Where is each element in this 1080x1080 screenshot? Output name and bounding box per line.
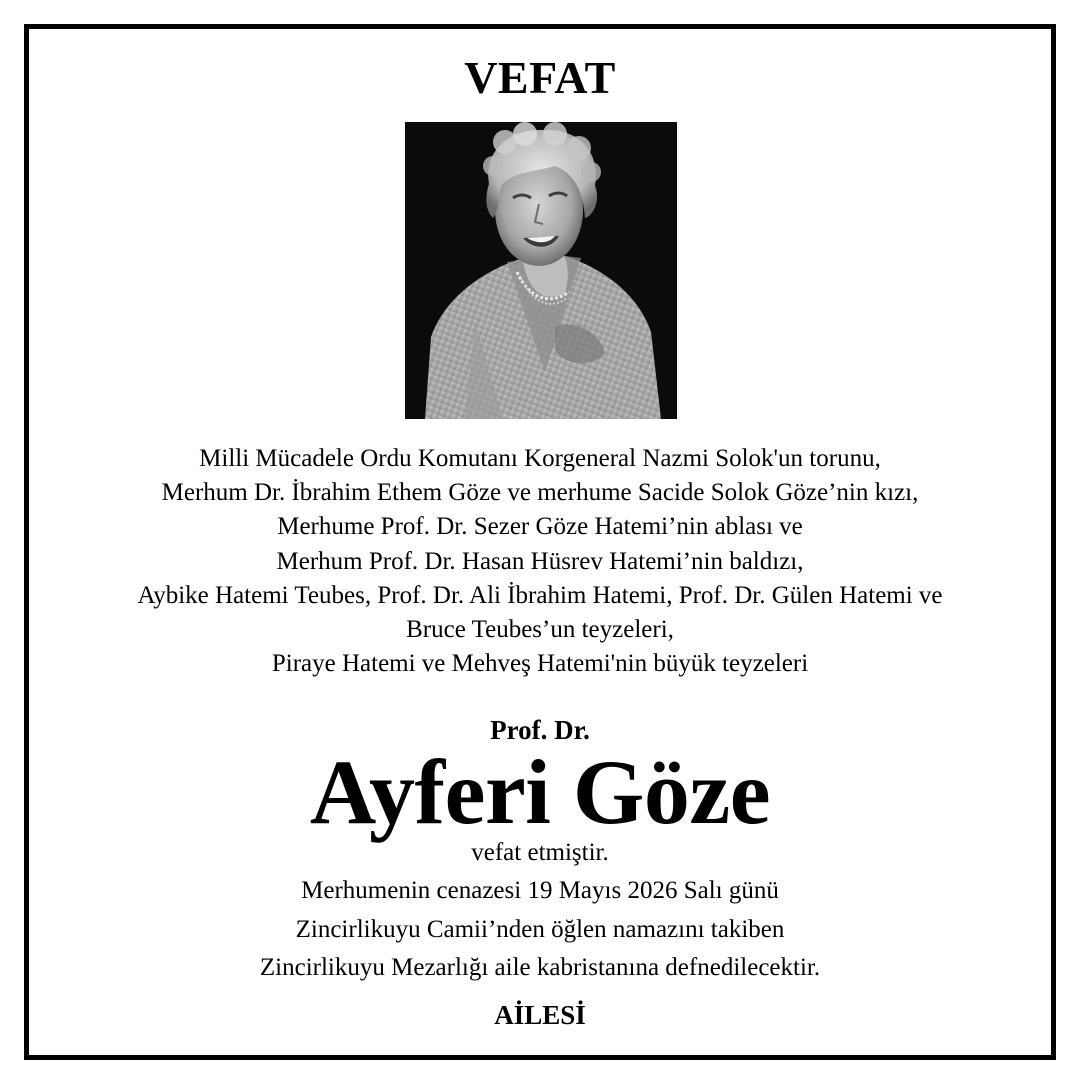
lineage-line: Merhume Prof. Dr. Sezer Göze Hatemi’nin ablası ve xyxy=(277,513,803,541)
funeral-line: Merhumenin cenazesi 19 Mayıs 2026 Salı günü xyxy=(301,877,779,904)
lineage-line: Merhum Dr. İbrahim Ethem Göze ve merhume Sacide Solok Göze’nin kızı, xyxy=(161,479,919,507)
family-signoff: AİLESİ xyxy=(494,1000,586,1030)
portrait-photo xyxy=(405,122,677,419)
lineage-line: Bruce Teubes’un teyzeleri, xyxy=(406,616,674,644)
death-statement: vefat etmiştir. xyxy=(471,839,609,866)
lineage-line: Milli Mücadele Ordu Komutanı Korgeneral Nazmi Solok'un torunu, xyxy=(199,445,881,472)
deceased-name: Ayferi Göze xyxy=(309,741,771,843)
funeral-line: Zincirlikuyu Mezarlığı aile kabristanına defnedilecektir. xyxy=(259,954,821,981)
funeral-line: Zincirlikuyu Camii’nden öğlen namazını takiben xyxy=(295,915,785,943)
lineage-line: Aybike Hatemi Teubes, Prof. Dr. Ali İbrahim Hatemi, Prof. Dr. Gülen Hatemi ve xyxy=(137,581,943,609)
funeral-details xyxy=(24,872,1056,988)
family-lineage xyxy=(24,442,1056,681)
lineage-line: Piraye Hatemi ve Mehveş Hatemi'nin büyük teyzeleri xyxy=(271,650,809,678)
academic-title: Prof. Dr. xyxy=(490,715,590,745)
notice-heading: VEFAT xyxy=(464,52,616,103)
lineage-line: Merhum Prof. Dr. Hasan Hüsrev Hatemi’nin baldızı, xyxy=(276,547,804,575)
portrait-image xyxy=(405,122,677,419)
